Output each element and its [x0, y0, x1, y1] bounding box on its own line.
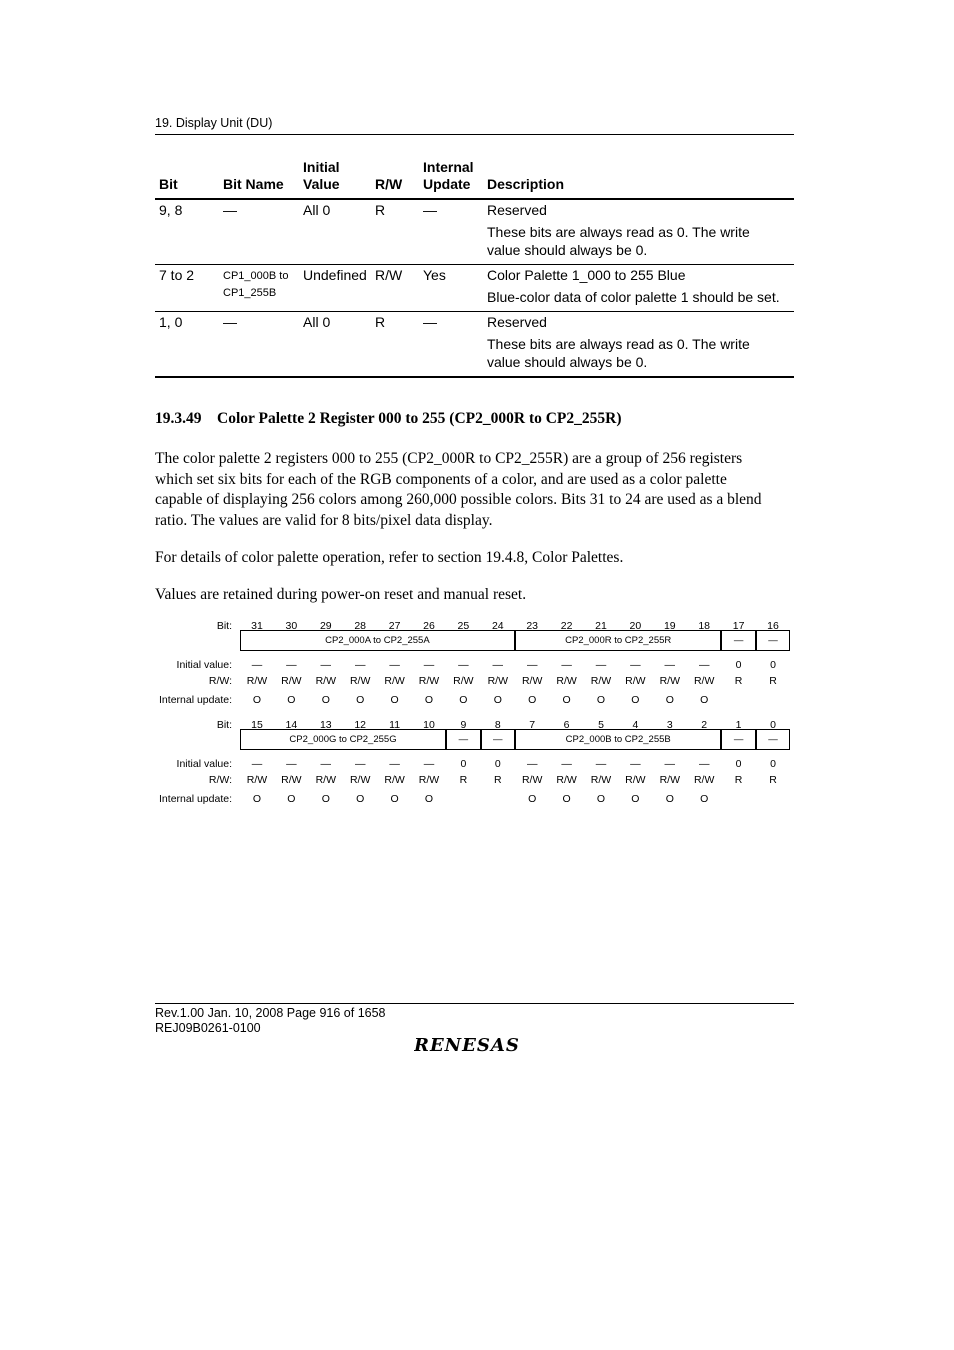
rw-value: R/W [349, 675, 371, 687]
row-initial: All 0 [303, 202, 331, 218]
bit-number: 5 [598, 719, 604, 731]
paragraph-description [155, 449, 795, 532]
initial-value: — [698, 758, 710, 770]
row-initial: Undefined [303, 267, 367, 283]
row-update: — [423, 314, 437, 330]
rw-value: R/W [246, 774, 268, 786]
internal-update-value: O [356, 793, 365, 805]
initial-value: 0 [460, 758, 467, 770]
paragraph-line: which set six bits for each of the RGB components of a color, and are used as a color palette [155, 470, 727, 488]
initial-value: — [286, 659, 297, 671]
bit-number: 9 [460, 719, 467, 731]
rw-value: R/W [384, 774, 405, 786]
bit-number: 14 [285, 719, 298, 731]
initial-value: — [251, 659, 263, 671]
initial-value: — [354, 659, 366, 671]
initial-value: — [320, 758, 332, 770]
row-update: — [423, 202, 437, 218]
paragraph-line: capable of displaying 256 colors among 260,000 possible colors. Bits 31 to 24 are used as a blend [155, 491, 762, 509]
rw-value: R/W [693, 774, 715, 786]
rw-value: R/W [315, 675, 336, 687]
bit-number: 1 [735, 719, 742, 731]
bit-number: 0 [770, 719, 776, 731]
row-bitname: — [223, 314, 237, 330]
bit-number: 13 [319, 719, 332, 731]
rw-value: R/W [384, 675, 405, 687]
initial-value: — [423, 758, 435, 770]
initial-value: — [251, 758, 263, 770]
register-field: — [481, 729, 515, 750]
internal-update-label: Internal update: [159, 793, 232, 805]
rw-value: R [769, 774, 777, 786]
row-bit: 1, 0 [159, 314, 183, 330]
bit-number: 26 [423, 620, 435, 632]
col-description-header: Description [487, 176, 565, 192]
renesas-logo [414, 1035, 534, 1060]
renesas-logo-text: RENESAS [414, 1035, 520, 1055]
rw-value: R/W [521, 774, 543, 786]
initial-value: — [354, 758, 366, 770]
row-update: Yes [423, 267, 446, 283]
rw-value: R/W [659, 774, 680, 786]
initial-value: — [698, 659, 710, 671]
rw-value: R/W [590, 675, 612, 687]
register-field: CP2_000B to CP2_255B [515, 729, 721, 750]
row-desc-text: These bits are always read as 0. The write [487, 336, 750, 352]
register-field: — [756, 729, 790, 750]
col-update-header-2: Update [423, 176, 471, 192]
row-bit: 9, 8 [159, 202, 183, 218]
internal-update-value: O [424, 694, 434, 706]
bit-number: 8 [494, 719, 501, 731]
initial-value: — [561, 758, 572, 770]
bit-number: 7 [529, 719, 536, 731]
footer-document-code: REJ09B0261-0100 [155, 1021, 261, 1035]
bit-number: 20 [629, 620, 642, 632]
rw-label: R/W: [208, 675, 232, 687]
bit-number: 30 [285, 620, 298, 632]
bit-number: 10 [423, 719, 435, 731]
internal-update-value: O [252, 694, 262, 706]
rw-value: R [734, 774, 743, 786]
rw-value: R [494, 774, 502, 786]
internal-update-value: O [356, 694, 365, 706]
row-bit: 7 to 2 [159, 267, 195, 283]
renesas-logo-mark [414, 1035, 534, 1055]
rw-value: R/W [246, 675, 268, 687]
internal-update-value: O [493, 694, 502, 706]
initial-value-label: Initial value: [176, 758, 232, 770]
rw-value: R/W [453, 675, 474, 687]
internal-update-value: O [528, 694, 537, 706]
rw-value: R/W [521, 675, 543, 687]
internal-update-value: O [321, 694, 330, 706]
header-rule [155, 134, 794, 135]
rw-value: R/W [556, 675, 577, 687]
register-field: — [756, 630, 790, 651]
initial-value: — [526, 758, 538, 770]
initial-value: — [595, 758, 607, 770]
internal-update-value: O [528, 793, 537, 805]
bit-label: Bit: [216, 719, 232, 731]
rw-value: R/W [281, 774, 302, 786]
initial-value: 0 [735, 659, 742, 671]
rw-value: R/W [625, 774, 646, 786]
row-divider [155, 264, 794, 265]
row-bitname: CP1_000B to [223, 270, 289, 282]
bit-number: 21 [595, 620, 607, 632]
bit-number: 31 [251, 620, 263, 632]
internal-update-value: O [287, 694, 296, 706]
bit-number: 29 [319, 620, 332, 632]
paragraph-line: ratio. The values are valid for 8 bits/pixel data display. [155, 512, 493, 530]
rw-value: R/W [418, 774, 440, 786]
initial-value: — [492, 659, 504, 671]
row-initial: All 0 [303, 314, 331, 330]
bit-number: 15 [251, 719, 263, 731]
register-field: — [721, 630, 755, 651]
bit-number: 22 [560, 620, 573, 632]
initial-value: 0 [494, 758, 501, 770]
bit-number: 18 [698, 620, 711, 632]
internal-update-value: O [459, 694, 468, 706]
initial-value: — [630, 758, 641, 770]
table-header-rule [155, 198, 794, 200]
row-rw: R [375, 314, 386, 330]
rw-value: R/W [281, 675, 302, 687]
col-rw-header: R/W [375, 176, 403, 192]
rw-value: R/W [315, 774, 336, 786]
internal-update-value: O [252, 793, 262, 805]
bit-number: 23 [526, 620, 539, 632]
rw-value: R/W [693, 675, 715, 687]
register-field: — [446, 729, 480, 750]
register-field: — [721, 729, 755, 750]
section-heading: 19.3.49 Color Palette 2 Register 000 to 255 (CP2_000R to CP2_255R) [155, 410, 622, 427]
row-divider [155, 311, 794, 312]
internal-update-value: O [596, 793, 606, 805]
initial-value: — [389, 659, 400, 671]
internal-update-value: O [631, 793, 640, 805]
internal-update-value: O [390, 694, 399, 706]
internal-update-value: O [631, 694, 640, 706]
initial-value: 0 [770, 659, 776, 671]
running-header: 19. Display Unit (DU) [155, 116, 273, 130]
internal-update-label: Internal update: [159, 694, 232, 706]
rw-value: R/W [659, 675, 680, 687]
row-rw: R [375, 202, 386, 218]
internal-update-value: O [424, 793, 434, 805]
initial-value: — [423, 659, 435, 671]
initial-value: — [526, 659, 538, 671]
initial-value-label: Initial value: [176, 659, 232, 671]
rw-value: R/W [418, 675, 440, 687]
bit-number: 17 [732, 620, 745, 632]
register-field: CP2_000G to CP2_255G [240, 729, 446, 750]
row-desc-title: Reserved [487, 202, 547, 218]
bit-number: 12 [354, 719, 367, 731]
initial-value: — [389, 758, 400, 770]
bit-number: 25 [457, 620, 470, 632]
internal-update-value: O [665, 793, 674, 805]
footer-rule [155, 1003, 794, 1004]
internal-update-value: O [665, 694, 674, 706]
initial-value: 0 [735, 758, 742, 770]
internal-update-value: O [390, 793, 399, 805]
rw-value: R/W [556, 774, 577, 786]
row-desc-text: Blue-color data of color palette 1 should be set. [487, 289, 780, 305]
initial-value: 0 [770, 758, 776, 770]
col-update-header-1: Internal [423, 159, 474, 175]
register-field: CP2_000A to CP2_255A [240, 630, 515, 651]
bit-number: 27 [388, 620, 401, 632]
bit-number: 6 [563, 719, 570, 731]
bit-number: 16 [767, 620, 779, 632]
rw-value: R/W [625, 675, 646, 687]
bit-number: 28 [354, 620, 367, 632]
rw-value: R/W [590, 774, 612, 786]
initial-value: — [320, 659, 332, 671]
row-desc-title: Reserved [487, 314, 547, 330]
bit-label: Bit: [216, 620, 232, 632]
rw-value: R/W [487, 675, 508, 687]
internal-update-value: O [562, 694, 571, 706]
col-initial-header-1: Initial [303, 159, 340, 175]
row-desc-title: Color Palette 1_000 to 255 Blue [487, 267, 686, 283]
bit-number: 19 [663, 620, 676, 632]
initial-value: — [458, 659, 469, 671]
paragraph-reference: For details of color palette operation, refer to section 19.4.8, Color Palettes. [155, 549, 624, 566]
row-desc-text: value should always be 0. [487, 242, 648, 258]
bit-number: 4 [632, 719, 639, 731]
initial-value: — [286, 758, 297, 770]
internal-update-value: O [700, 793, 709, 805]
bit-number: 11 [389, 719, 401, 731]
footer-revision: Rev.1.00 Jan. 10, 2008 Page 916 of 1658 [155, 1006, 386, 1020]
bit-number: 2 [701, 719, 708, 731]
rw-value: R [769, 675, 777, 687]
paragraph-reset: Values are retained during power-on reset and manual reset. [155, 586, 527, 603]
internal-update-value: O [562, 793, 571, 805]
initial-value: — [561, 659, 572, 671]
initial-value: — [664, 659, 676, 671]
rw-label: R/W: [208, 774, 232, 786]
register-field: CP2_000R to CP2_255R [515, 630, 721, 651]
row-desc-text: value should always be 0. [487, 354, 648, 370]
col-initial-header-2: Value [303, 176, 340, 192]
rw-value: R/W [349, 774, 371, 786]
row-rw: R/W [375, 267, 403, 283]
internal-update-value: O [700, 694, 709, 706]
row-desc-text: These bits are always read as 0. The write [487, 224, 750, 240]
table-bottom-rule [155, 376, 794, 378]
initial-value: — [595, 659, 607, 671]
internal-update-value: O [321, 793, 330, 805]
rw-value: R [734, 675, 743, 687]
rw-value: R [459, 774, 468, 786]
paragraph-line: The color palette 2 registers 000 to 255 (CP2_000R to CP2_255R) are a group of 256 registers [155, 450, 743, 467]
row-bitname: CP1_255B [223, 287, 277, 299]
initial-value: — [664, 758, 676, 770]
row-bitname: — [223, 202, 237, 218]
bit-number: 3 [666, 719, 673, 731]
bit-number: 24 [491, 620, 504, 632]
col-bitname-header: Bit Name [223, 176, 284, 192]
col-bit-header: Bit [159, 176, 178, 192]
initial-value: — [630, 659, 641, 671]
internal-update-value: O [596, 694, 606, 706]
internal-update-value: O [287, 793, 296, 805]
